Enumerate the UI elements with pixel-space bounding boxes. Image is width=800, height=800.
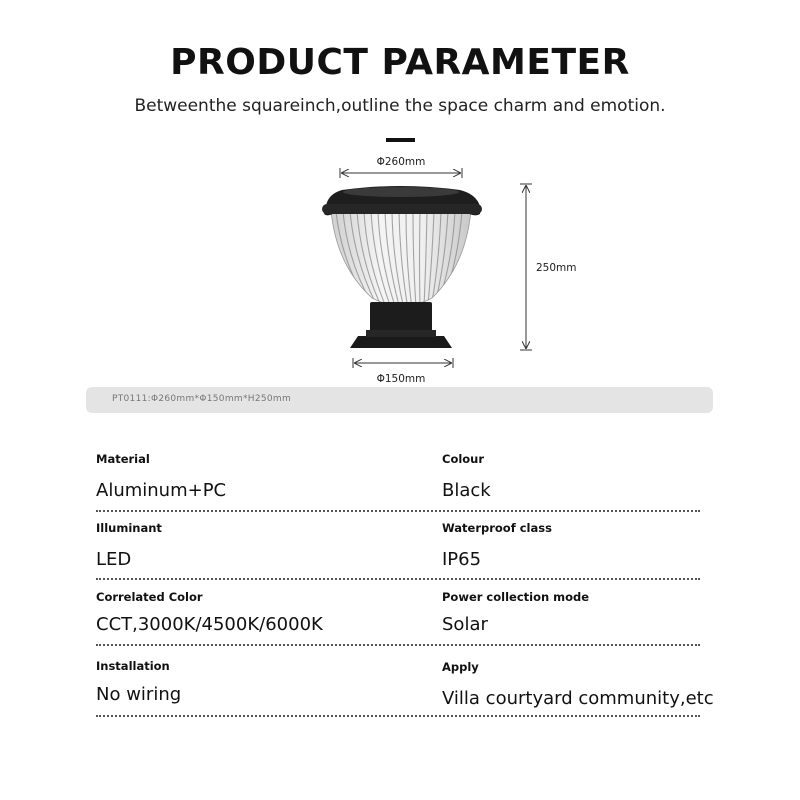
model-info-bar — [86, 387, 713, 413]
product-dimension-diagram — [0, 0, 800, 390]
apply-label: Apply — [442, 660, 479, 674]
base-width-dimension — [353, 358, 453, 385]
cct-label: Correlated Color — [96, 590, 203, 604]
power-value: Solar — [442, 614, 488, 635]
top-diameter-label: Φ260mm — [376, 156, 426, 168]
height-label: 250mm — [536, 262, 577, 274]
illuminant-label: Illuminant — [96, 521, 162, 535]
row-divider — [96, 715, 700, 717]
top-width-dimension — [340, 156, 462, 178]
row-divider — [96, 510, 700, 512]
solar-pillar-lamp — [322, 186, 482, 348]
page-subtitle: Betweenthe squareinch,outline the space charm and emotion. — [134, 96, 666, 116]
apply-value: Villa courtyard community,etc — [442, 688, 714, 709]
base-diameter-label: Φ150mm — [376, 373, 426, 385]
height-dimension — [520, 184, 577, 350]
colour-label: Colour — [442, 452, 485, 466]
waterproof-value: IP65 — [442, 549, 482, 570]
waterproof-label: Waterproof class — [442, 521, 552, 535]
model-spec-text: PT0111:Φ260mm*Φ150mm*H250mm — [112, 394, 292, 404]
colour-value: Black — [442, 480, 491, 501]
material-label: Material — [96, 452, 150, 466]
power-label: Power collection mode — [442, 590, 590, 604]
installation-value: No wiring — [96, 684, 182, 705]
row-divider — [96, 578, 700, 580]
page-title: PRODUCT PARAMETER — [170, 42, 630, 83]
material-value: Aluminum+PC — [96, 480, 227, 501]
illuminant-value: LED — [96, 549, 132, 570]
installation-label: Installation — [96, 659, 170, 673]
cct-value: CCT,3000K/4500K/6000K — [96, 614, 323, 635]
row-divider — [96, 644, 700, 646]
